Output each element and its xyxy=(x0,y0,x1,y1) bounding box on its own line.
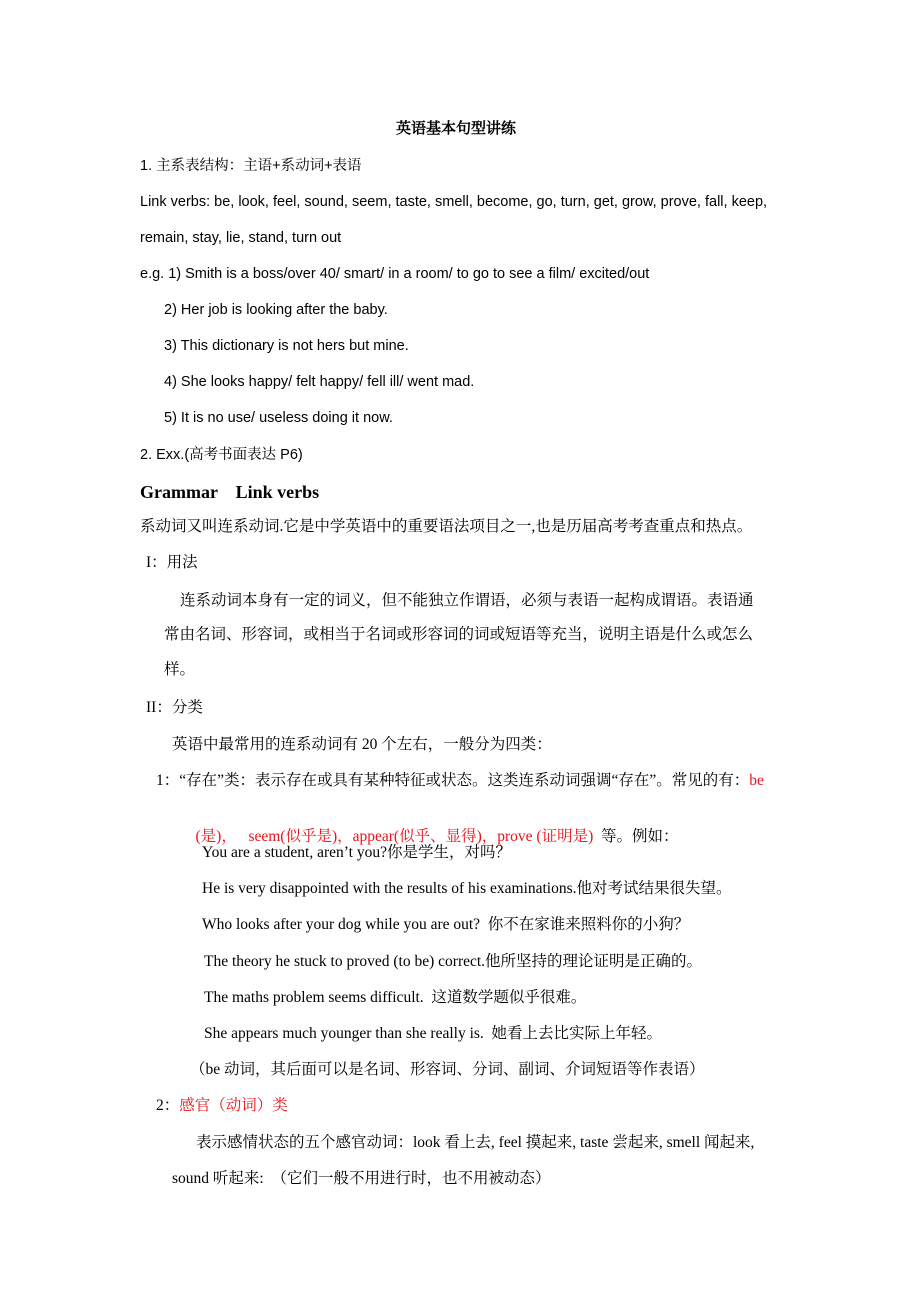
type1-verb-be: be xyxy=(749,772,764,789)
example-1: e.g. 1) Smith is a boss/over 40/ smart/ in a room/ to go to see a film/ excited/out xyxy=(140,266,650,282)
section2-heading: 2. Exx.(高考书面表达 P6) xyxy=(140,447,303,463)
type1-example-3: Who looks after your dog while you are out? 你不在家谁来照料你的小狗？ xyxy=(202,916,690,933)
type1-note: （be 动词，其后面可以是名词、形容词、分词、副词、介词短语等作表语） xyxy=(190,1061,705,1078)
type2-heading xyxy=(156,1096,288,1116)
document-title: 英语基本句型讲练 xyxy=(396,120,517,137)
type1-line-1 xyxy=(156,771,764,791)
type1-example-2: He is very disappointed with the results of his examinations.他对考试结果很失望。 xyxy=(202,880,732,897)
type2-line-2: sound 听起来: （它们一般不用进行时，也不用被动态） xyxy=(172,1170,551,1187)
usage-line-3: 样。 xyxy=(164,661,196,678)
type1-line-2-tail: 等。例如： xyxy=(593,828,679,845)
type1-example-5: The maths problem seems difficult. 这道数学题似乎很难。 xyxy=(204,989,587,1006)
type1-description: 1：“存在”类：表示存在或具有某种特征或状态。这类连系动词强调“存在”。常见的有： xyxy=(156,772,750,789)
type2-title: 感官（动词）类 xyxy=(179,1097,288,1114)
type2-prefix: 2： xyxy=(156,1097,180,1114)
link-verbs-line-2: remain, stay, lie, stand, turn out xyxy=(140,230,342,246)
example-5: 5) It is no use/ useless doing it now. xyxy=(164,410,393,426)
classification-label: II：分类 xyxy=(146,699,203,716)
type1-verb-list: (是)， seem(似乎是)，appear(似乎、显得)，prove (证明是) xyxy=(195,828,594,845)
type1-example-4: The theory he stuck to proved (to be) correct.他所坚持的理论证明是正确的。 xyxy=(204,953,703,970)
usage-label: I：用法 xyxy=(146,554,198,571)
grammar-heading: Grammar Link verbs xyxy=(140,482,320,502)
link-verbs-line-1: Link verbs: be, look, feel, sound, seem, taste, smell, become, go, turn, get, grow, prove, fall, keep, xyxy=(140,194,768,210)
intro-paragraph: 系动词又叫连系动词.它是中学英语中的重要语法项目之一,也是历届高考考查重点和热点。 xyxy=(140,518,753,535)
classification-intro: 英语中最常用的连系动词有 20 个左右，一般分为四类： xyxy=(172,736,552,753)
type1-example-1: You are a student, aren’t you?你是学生，对吗？ xyxy=(202,844,511,861)
section1-heading: 1. 主系表结构：主语+系动词+表语 xyxy=(140,158,362,174)
type1-example-6: She appears much younger than she really is. 她看上去比实际上年轻。 xyxy=(204,1025,663,1042)
example-2: 2) Her job is looking after the baby. xyxy=(164,302,388,318)
usage-line-2: 常由名词、形容词，或相当于名词或形容词的词或短语等充当，说明主语是什么或怎么 xyxy=(164,626,754,643)
type2-line-1: 表示感情状态的五个感官动词：look 看上去, feel 摸起来, taste 尝起来, smell 闻起来, xyxy=(196,1134,755,1151)
example-3: 3) This dictionary is not hers but mine. xyxy=(164,338,409,354)
usage-line-1: 连系动词本身有一定的词义，但不能独立作谓语，必须与表语一起构成谓语。表语通 xyxy=(180,592,754,609)
example-4: 4) She looks happy/ felt happy/ fell ill/ went mad. xyxy=(164,374,475,390)
